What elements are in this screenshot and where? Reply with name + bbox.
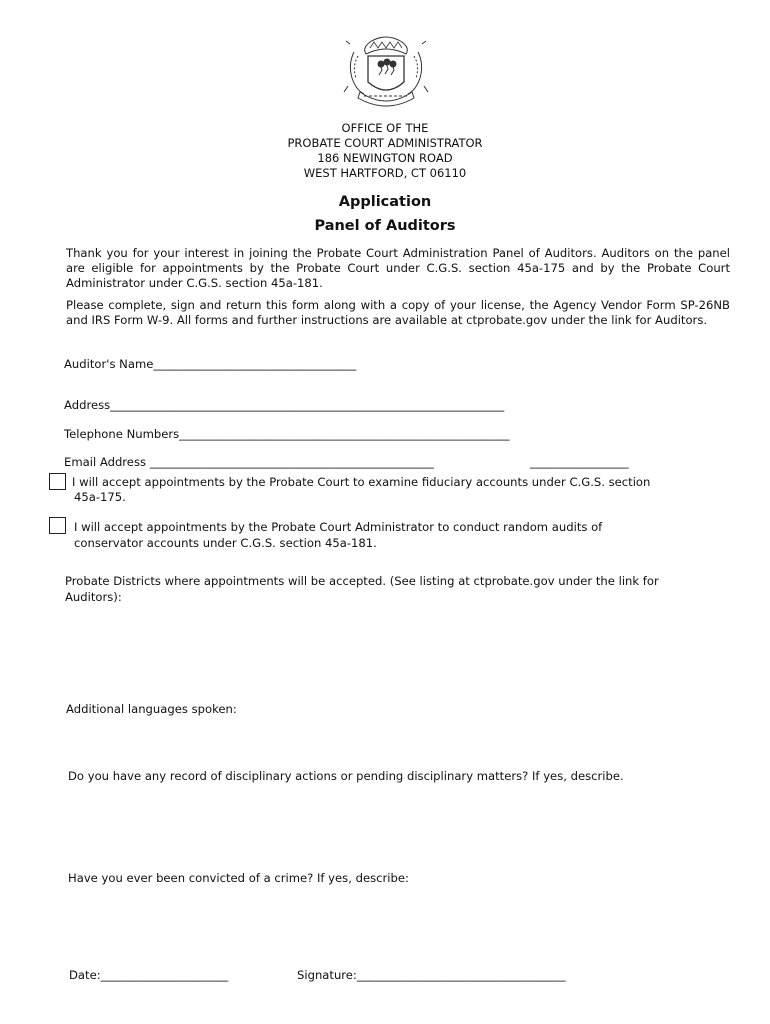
districts-question-cont: Auditors):	[65, 590, 122, 604]
checkbox-2-label-cont: conservator accounts under C.G.S. section 45a-181.	[74, 536, 377, 550]
disciplinary-question: Do you have any record of disciplinary actions or pending disciplinary matters? If yes, describe.	[68, 769, 624, 783]
administrator-audits-checkbox[interactable]	[49, 517, 66, 534]
form-title: Application	[338, 194, 432, 210]
auditor-name-field[interactable]: Auditor's Name___________________________________	[64, 357, 357, 371]
checkbox-1-label: I will accept appointments by the Probate Court to examine fiduciary accounts under C.G.S. section	[72, 475, 651, 489]
street-line: 186 NEWINGTON ROAD	[317, 151, 453, 165]
form-subtitle: Panel of Auditors	[314, 218, 456, 234]
email-field-extension[interactable]: _________________	[530, 455, 629, 469]
districts-question: Probate Districts where appointments will be accepted. (See listing at ctprobate.gov under the link for	[65, 574, 659, 588]
telephone-field[interactable]: Telephone Numbers_________________________________________________________	[64, 427, 510, 441]
ct-state-seal-icon	[340, 34, 432, 112]
date-field[interactable]: Date:______________________	[69, 968, 229, 982]
office-line: OFFICE OF THE	[341, 121, 429, 135]
probate-court-appointments-checkbox[interactable]	[49, 473, 66, 490]
languages-question: Additional languages spoken:	[66, 702, 237, 716]
instructions-paragraph: Please complete, sign and return this form along with a copy of your license, the Agency Vendor Form SP-26NB and IRS Form W-9. All forms and further instructions are available at ctprobate.gov under the link for Auditors.	[66, 298, 730, 327]
signature-field[interactable]: Signature:____________________________________	[297, 968, 566, 982]
address-field[interactable]: Address____________________________________________________________________	[64, 398, 505, 412]
email-field[interactable]: Email Address _________________________________________________	[64, 455, 434, 469]
administrator-line: PROBATE COURT ADMINISTRATOR	[287, 136, 483, 150]
crime-question: Have you ever been convicted of a crime? If yes, describe:	[68, 871, 409, 885]
intro-paragraph: Thank you for your interest in joining the Probate Court Administration Panel of Auditors. Auditors on the panel are eligible for appointments by the Probate Court under C.G.S. section 45a-175 and by the Probate Court Administrator under C.G.S. section 45a-181.	[66, 246, 730, 290]
checkbox-2-label: I will accept appointments by the Probate Court Administrator to conduct random audits of	[74, 520, 603, 534]
city-line: WEST HARTFORD, CT 06110	[303, 166, 467, 180]
checkbox-1-label-cont: 45a-175.	[74, 490, 126, 504]
